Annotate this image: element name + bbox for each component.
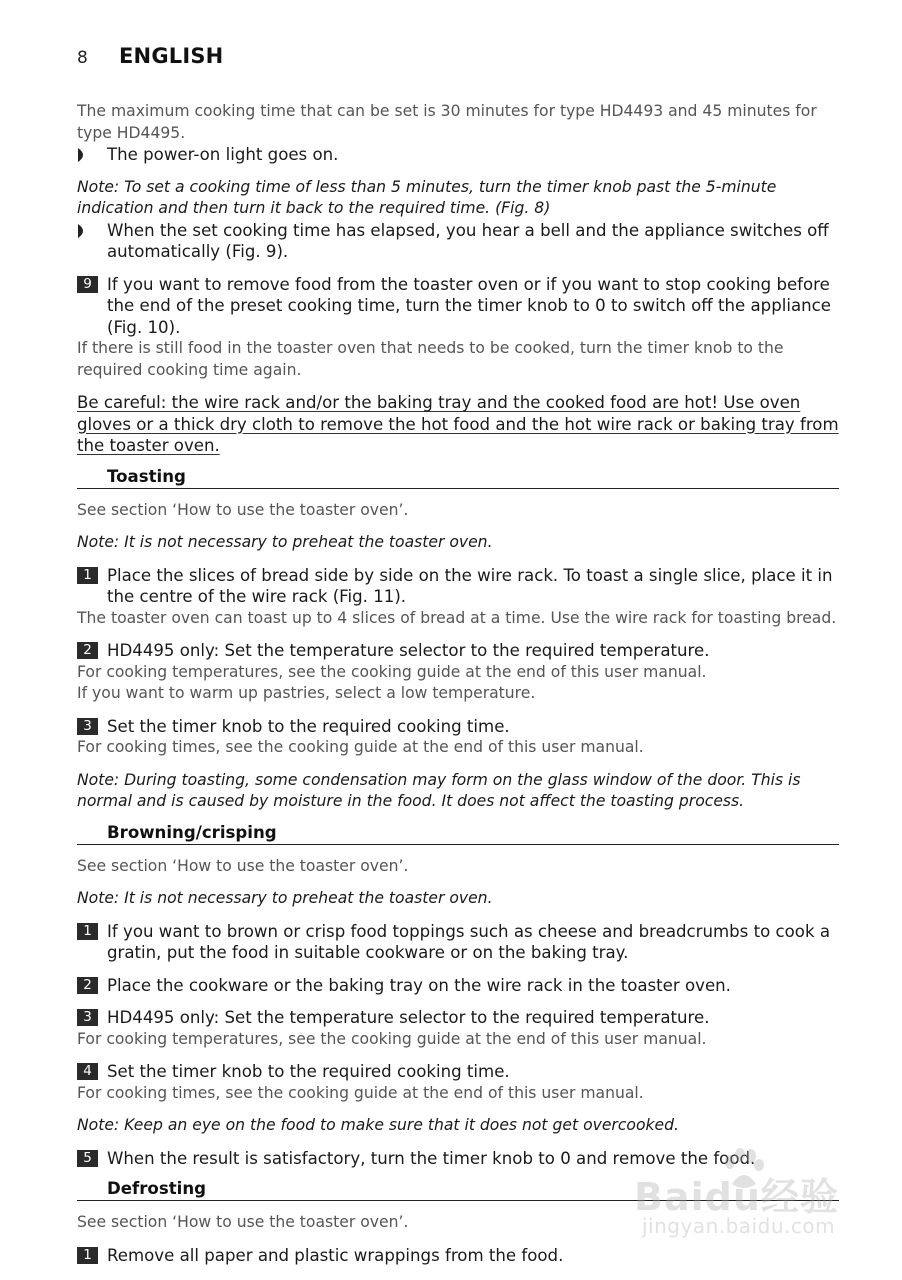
step-number: 9 [77,276,98,293]
step-info: For cooking temperatures, see the cooking guide at the end of this user manual. [77,1029,707,1048]
step-number: 1 [77,567,98,584]
toasting-step-3 [77,716,839,738]
step-text: HD4495 only: Set the temperature selector to the required temperature. [107,641,710,660]
step-info: For cooking temperatures, see the cooking guide at the end of this user manual. [77,662,707,681]
browning-step-3 [77,1007,839,1029]
step-number: 3 [77,718,98,735]
step-text: If you want to remove food from the toaster oven or if you want to stop cooking before the end of the preset cooking time, turn the timer knob to 0 to switch off the appliance (Fig. 10). [107,274,831,337]
step-text: Set the timer knob to the required cooking time. [107,1062,510,1081]
step-info: For cooking times, see the cooking guide at the end of this user manual. [77,1083,644,1102]
body-text [77,101,839,1266]
step-info: For cooking times, see the cooking guide at the end of this user manual. [77,738,644,756]
bullet-icon [78,224,88,238]
step-9-info: If there is still food in the toaster oven that needs to be cooked, turn the timer knob to the required cooking time again. [77,339,784,379]
step-9 [77,274,839,339]
caution-text [77,392,839,457]
bullet-power-light [77,144,839,166]
step-text: If you want to brown or crisp food toppings such as cheese and breadcrumbs to cook a gratin, put the food in suitable cookware or on the baking tray. [107,921,831,962]
step-info: The toaster oven can toast up to 4 slices of bread at a time. Use the wire rack for toasting bread. [77,608,837,627]
bullet-bell [77,220,839,263]
defrosting-step-1 [77,1245,839,1267]
toasting-step-2 [77,640,839,662]
browning-step-1 [77,921,839,964]
step-text: Set the timer knob to the required cooking time. [107,716,510,736]
step-text: Place the cookware or the baking tray on the wire rack in the toaster oven. [107,975,731,995]
section-title-defrosting: Defrosting [77,1179,839,1201]
section-title-toasting: Toasting [77,467,839,489]
watermark-brand: Baidu经验 [634,1175,839,1219]
step-number: 2 [77,977,98,994]
note-overcooked: Note: Keep an eye on the food to make sure that it does not get overcooked. [77,1116,679,1134]
see-section-text: See section ‘How to use the toaster oven’. [77,500,409,519]
step-info: If you want to warm up pastries, select a low temperature. [77,684,536,702]
toasting-step-1 [77,565,839,608]
step-number: 5 [77,1150,98,1167]
section-title-browning: Browning/crisping [77,823,839,845]
bullet-icon [78,148,88,162]
page-number: 8 [77,48,88,68]
step-text: Place the slices of bread side by side on the wire rack. To toast a single slice, place it in the centre of the wire rack (Fig. 11). [107,565,833,606]
note-condensation: Note: During toasting, some condensation may form on the glass window of the door. This is normal and is caused by moisture in the food. It does not affect the toasting process. [77,770,801,810]
note-timer: Note: To set a cooking time of less than 5 minutes, turn the timer knob past the 5-minute indication and then turn it back to the required time. (Fig. 8) [77,177,777,217]
step-number: 3 [77,1009,98,1026]
step-number: 2 [77,642,98,659]
step-text: Remove all paper and plastic wrappings from the food. [107,1245,564,1265]
step-number: 1 [77,1247,98,1264]
caution-underlined: Be careful: the wire rack and/or the baking tray and the cooked food are hot! Use oven gloves or a thick dry cloth to remove the hot food and the hot wire rack or baking tray from the toaster oven. [77,393,839,455]
step-number: 4 [77,1063,98,1080]
browning-step-2 [77,975,839,997]
step-text: HD4495 only: Set the temperature selector to the required temperature. [107,1008,710,1027]
watermark-url: jingyan.baidu.com [642,1214,836,1238]
see-section-text: See section ‘How to use the toaster oven’. [77,1213,409,1231]
max-time-text: The maximum cooking time that can be set is 30 minutes for type HD4493 and 45 minutes for type HD4495. [77,102,817,142]
browning-step-4 [77,1061,839,1083]
bullet-text: The power-on light goes on. [107,145,339,164]
bullet-text: When the set cooking time has elapsed, you hear a bell and the appliance switches off automatically (Fig. 9). [107,220,829,261]
step-text: When the result is satisfactory, turn the timer knob to 0 and remove the food. [107,1148,756,1168]
note-preheat: Note: It is not necessary to preheat the toaster oven. [77,533,493,551]
baidu-watermark [634,1162,844,1242]
language-title: ENGLISH [119,44,224,68]
see-section-text: See section ‘How to use the toaster oven’. [77,856,409,875]
note-preheat: Note: It is not necessary to preheat the toaster oven. [77,889,493,907]
step-number: 1 [77,923,98,940]
